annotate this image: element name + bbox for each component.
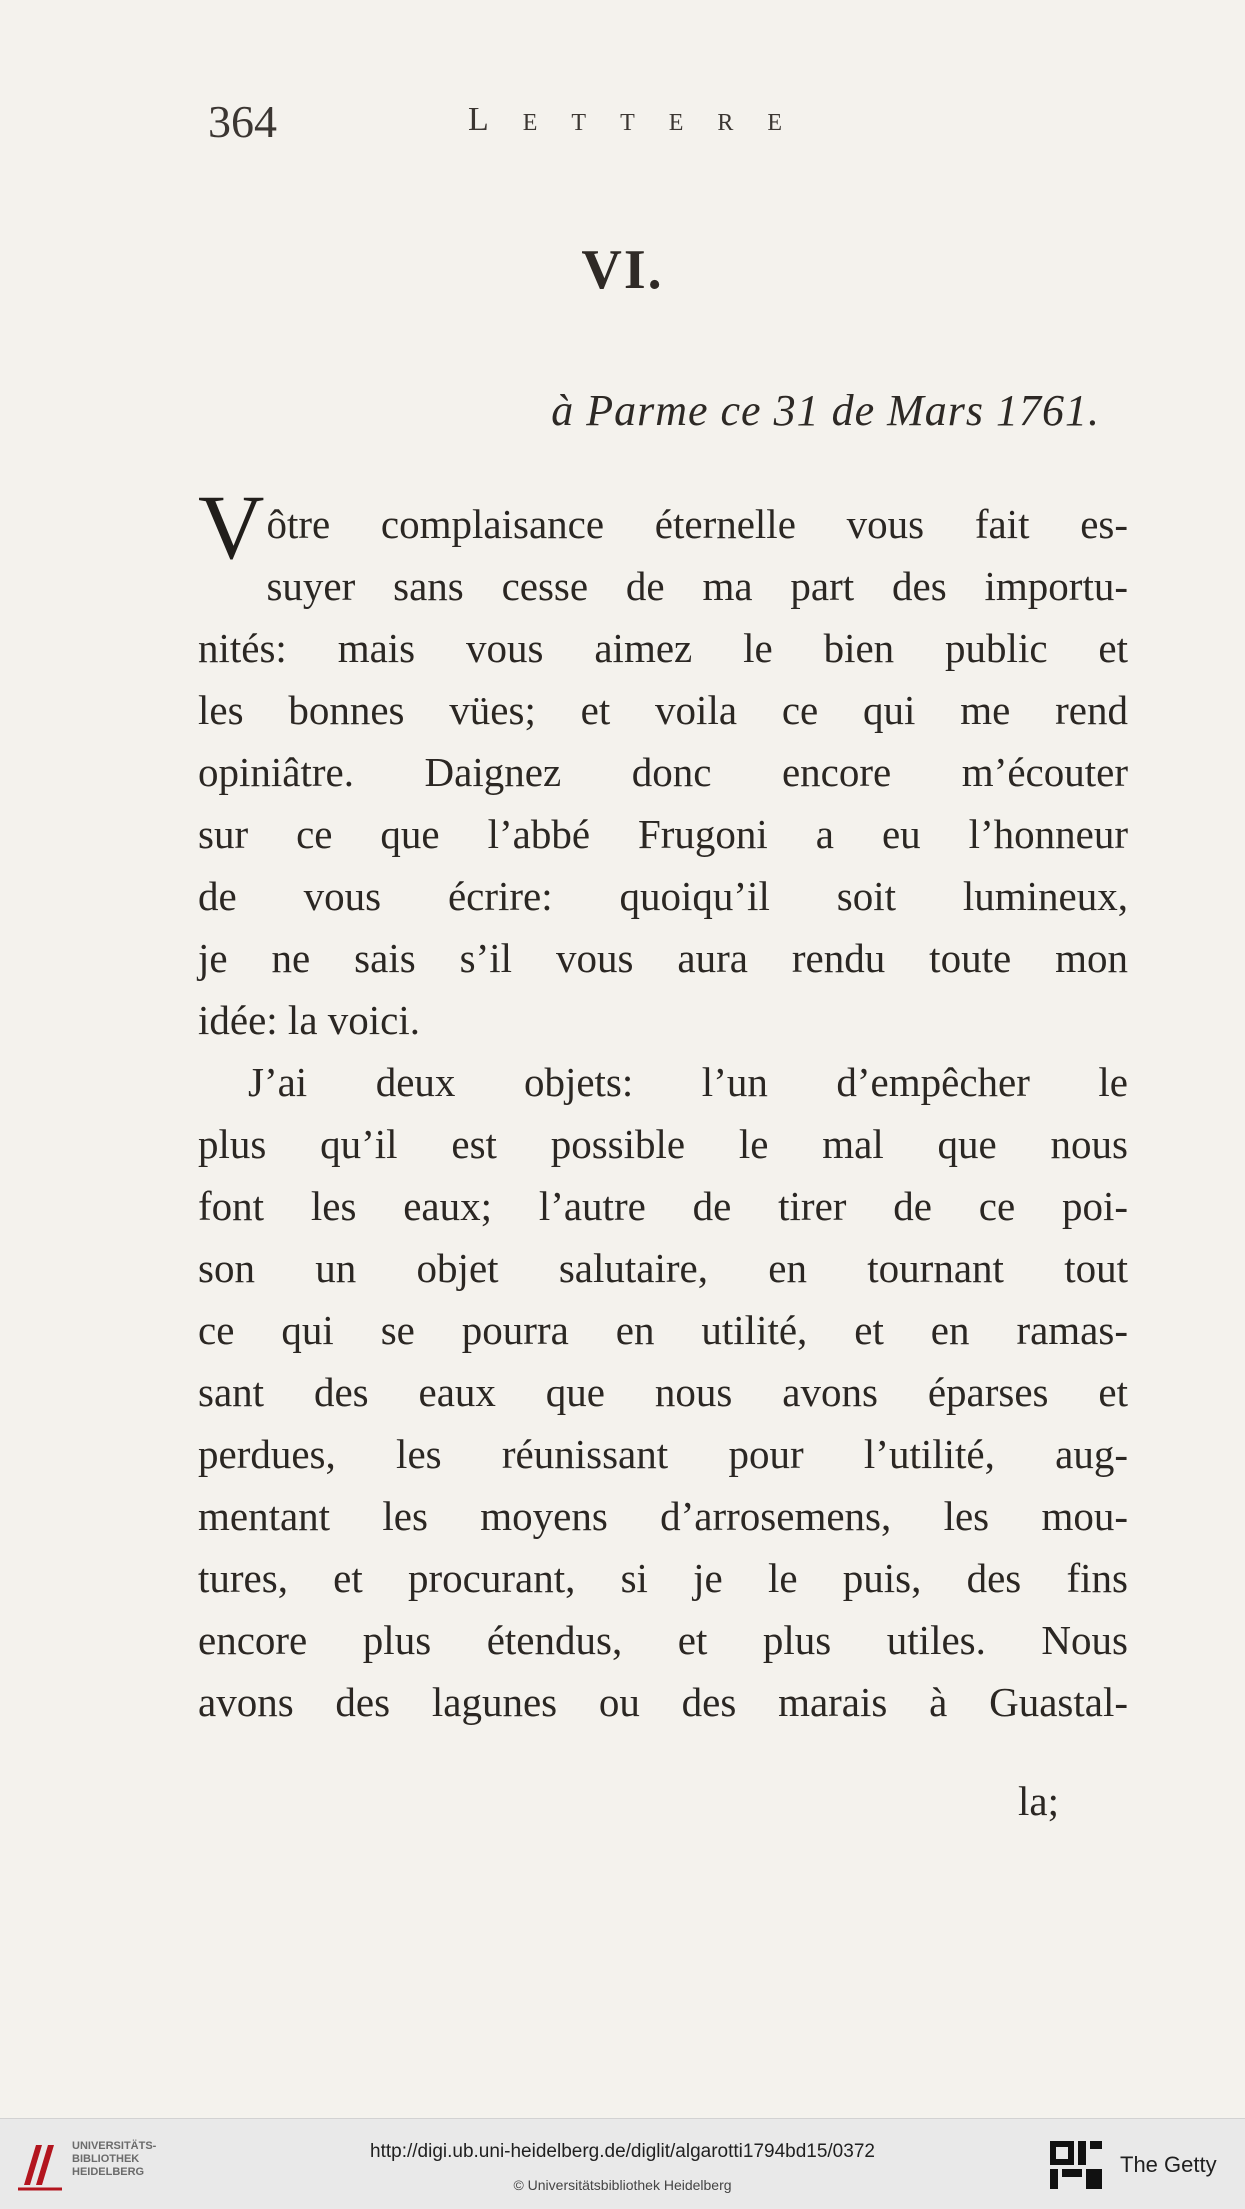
text-line: encore plus étendus, et plus utiles. Nous [198,1617,1128,1663]
page-number: 364 [208,96,277,147]
header-title: Lettere [468,101,817,138]
text-line: idée: la voici. [198,997,420,1043]
permalink-url[interactable]: http://digi.ub.uni-heidelberg.de/diglit/algarotti1794bd15/0372 [370,2141,875,2162]
letter-number: VI. [581,239,664,301]
text-line: tures, et procurant, si je le puis, des fins [198,1555,1128,1601]
text-line: J’ai deux objets: l’un d’empêcher le [248,1059,1128,1105]
text-line: sant des eaux que nous avons éparses et [198,1369,1128,1415]
getty-logo-icon [1048,2137,1104,2193]
library-name: UNIVERSITÄTS- BIBLIOTHEK HEIDELBERG [72,2140,157,2178]
drop-cap: V [198,476,265,578]
catchword: la; [1018,1778,1059,1824]
text-line: les bonnes vües; et voila ce qui me rend [198,687,1128,733]
text-line: font les eaux; l’autre de tirer de ce poi- [198,1183,1128,1229]
text-line: mentant les moyens d’arrosemens, les mou- [198,1493,1128,1539]
running-head [200,95,1100,155]
text-line: suyer sans cesse de ma part des importu- [266,563,1128,609]
text-line: perdues, les réunissant pour l’utilité, aug- [198,1431,1128,1477]
text-line: opiniâtre. Daignez donc encore m’écouter [198,749,1128,795]
getty-label: The Getty [1120,2152,1217,2177]
text-line: nités: mais vous aimez le bien public et [198,625,1128,671]
copyright-notice: © Universitätsbibliothek Heidelberg [513,2177,732,2193]
text-line: plus qu’il est possible le mal que nous [198,1121,1128,1167]
text-line: de vous écrire: quoiqu’il soit lumineux, [198,873,1128,919]
text-line: sur ce que l’abbé Frugoni a eu l’honneur [198,811,1128,857]
text-line: Vôtre complaisance éternelle vous fait es- [198,476,1128,578]
letter-body [198,476,1128,1733]
viewer-footer [0,2118,1245,2209]
text-line: je ne sais s’il vous aura rendu toute mon [198,935,1128,981]
text-line: ce qui se pourra en utilité, et en ramas- [198,1307,1128,1353]
dateline: à Parme ce 31 de Mars 1761. [551,386,1100,435]
text-line: son un objet salutaire, en tournant tout [198,1245,1128,1291]
text-line: avons des lagunes ou des marais à Guastal- [198,1679,1128,1725]
